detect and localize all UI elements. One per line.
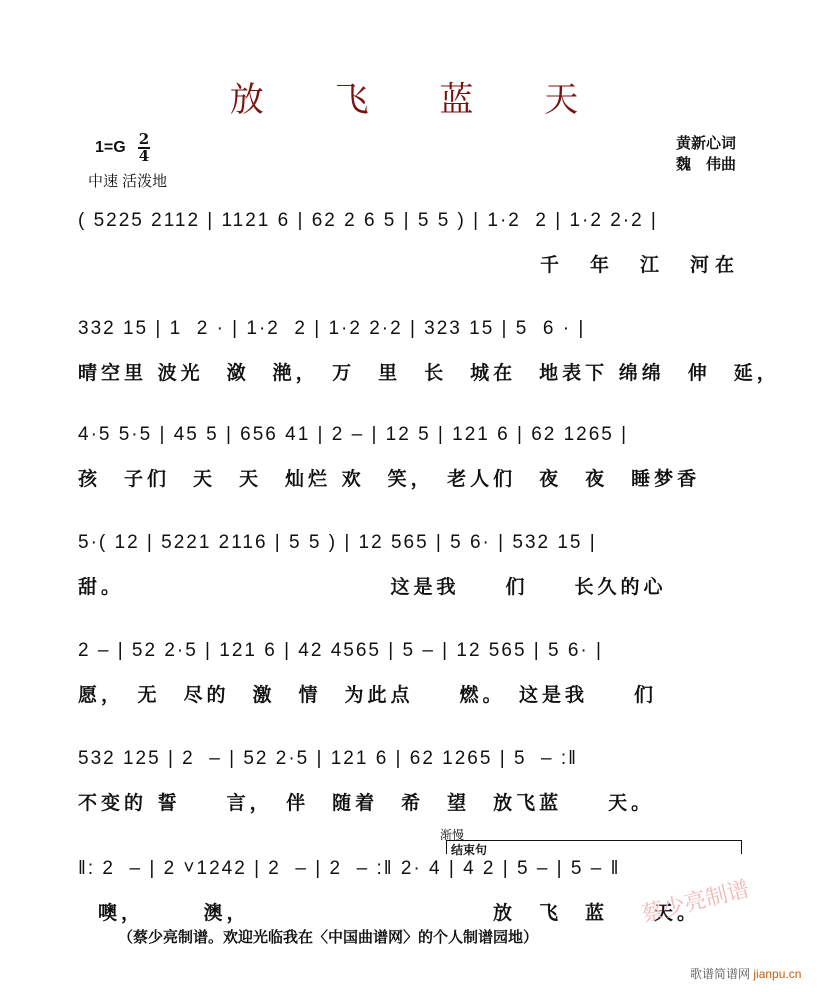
site-url: jianpu.cn bbox=[753, 967, 802, 981]
notes-line: 332 15 | 1 2 · | 1·2 2 | 1·2 2·2 | 323 15 | 5 6 · | bbox=[78, 318, 586, 339]
notes-line: 4·5 5·5 | 45 5 | 656 41 | 2 – | 12 5 | 121 6 | 62 1265 | bbox=[78, 424, 629, 445]
lyrics-line: 噢， 澳， 放 飞 蓝 天。 bbox=[98, 902, 701, 924]
ritardando-marking: 渐慢 bbox=[440, 828, 465, 842]
site-name: 歌谱简谱网 bbox=[690, 967, 751, 981]
score-row-6 bbox=[78, 748, 758, 818]
composer: 魏 伟曲 bbox=[676, 156, 737, 173]
notes-line: 2 – | 52 2·5 | 121 6 | 42 4565 | 5 – | 12 565 | 5 6· | bbox=[78, 640, 603, 661]
time-signature: $\frac{2}{4}$ bbox=[138, 130, 150, 165]
lyrics-line: 千 年 江 河在 bbox=[540, 254, 741, 276]
footer-note: （蔡少亮制谱。欢迎光临我在〈中国曲谱网〉的个人制谱园地） bbox=[118, 929, 539, 946]
lyrics-line: 孩 子们 天 天 灿烂 欢 笑， 老人们 夜 夜 睡梦香 bbox=[78, 468, 701, 490]
score-row-3 bbox=[78, 424, 758, 494]
score-row-1 bbox=[78, 210, 758, 280]
tempo-marking: 中速 活泼地 bbox=[88, 173, 168, 190]
score-row-4 bbox=[78, 532, 758, 602]
notes-line: ‖: 2 – | 2 ˅1242 | 2 – | 2 – :‖ 2· 4 | 4 2 | 5 – | 5 – ‖ bbox=[78, 858, 621, 879]
watermark: 蔡少亮制谱 bbox=[639, 877, 752, 928]
credits bbox=[676, 133, 736, 175]
song-title: 放 飞 蓝 天 bbox=[229, 80, 609, 120]
lyrics-line: 晴空里 波光 潋 滟， 万 里 长 城在 地表下 绵绵 伸 延， bbox=[78, 362, 780, 384]
key-signature bbox=[95, 132, 150, 164]
site-logo bbox=[690, 965, 801, 982]
lyrics-line: 不变的 誓 言， 伴 随着 希 望 放飞蓝 天。 bbox=[78, 792, 655, 814]
key-label: 1=G bbox=[95, 139, 126, 156]
lyrics-line: 甜。 这是我 们 长久的心 bbox=[78, 576, 667, 598]
ending-bracket bbox=[446, 840, 742, 857]
ending-label: 结束句 bbox=[451, 843, 488, 857]
notes-line: 5·( 12 | 5221 2116 | 5 5 ) | 12 565 | 5 6· | 532 15 | bbox=[78, 532, 597, 553]
lyrics-line: 愿， 无 尽的 激 情 为此点 燃。 这是我 们 bbox=[78, 684, 658, 706]
score-row-2 bbox=[78, 318, 780, 388]
lyricist: 黄新心词 bbox=[676, 135, 737, 152]
notes-line: ( 5225 2112 | 1121 6 | 62 2 6 5 | 5 5 ) | 1·2 2 | 1·2 2·2 | bbox=[78, 210, 658, 231]
score-row-5 bbox=[78, 640, 758, 710]
notes-line: 532 125 | 2 – | 52 2·5 | 121 6 | 62 1265 | 5 – :‖ bbox=[78, 748, 579, 769]
